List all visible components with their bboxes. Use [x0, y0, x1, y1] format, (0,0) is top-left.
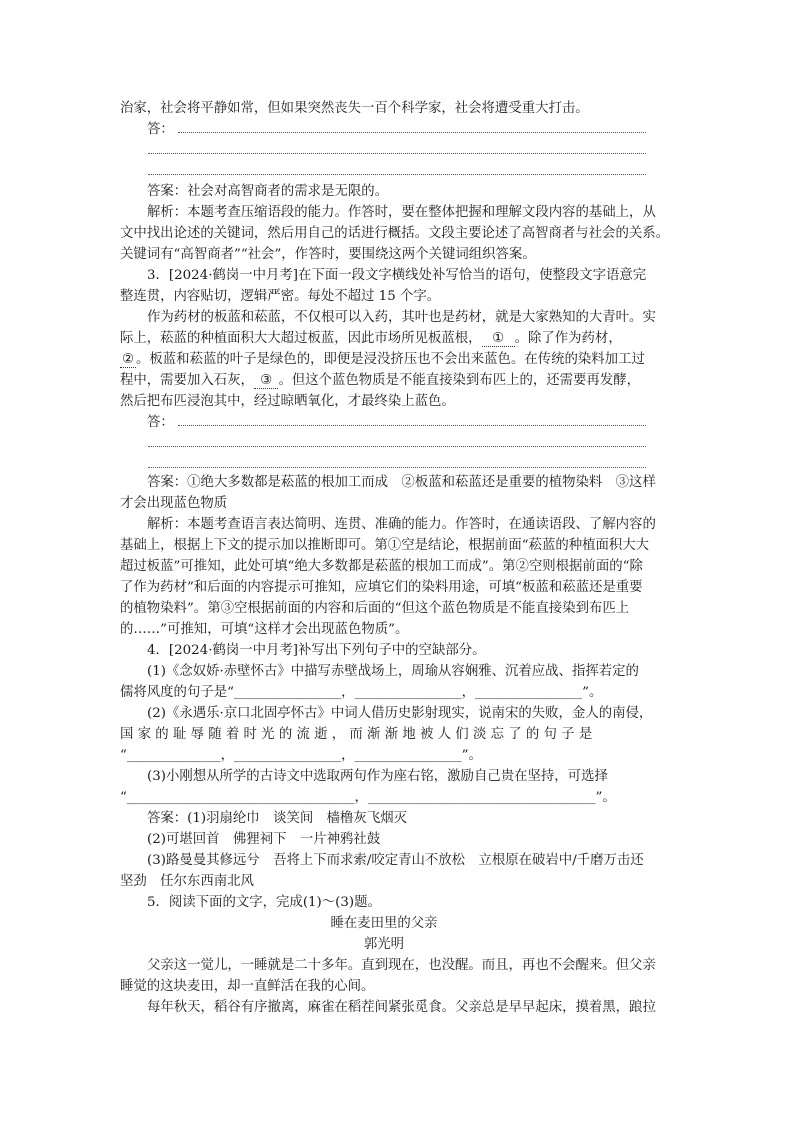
article-author: 郭光明 — [363, 937, 405, 952]
answer-text: (3)路曼曼其修远兮 吾将上下而求索/咬定青山不放松 立根原在破岩中/千磨万击还 — [147, 853, 644, 868]
article-text: 每年秋天，稻谷有序撤离，麻雀在稻茬间紧张觅食。父亲总是早早起床，摸着黑，踉拉 — [147, 1000, 656, 1015]
question-text: (2)《永遇乐·京口北固亭怀古》中词人借历史影射现实，说南宋的失败，金人的南侵， — [147, 706, 653, 721]
analysis-text: 超过板蓝”可推知，此处可填“绝大多数都是菘蓝的根加工而成”。第②空则根据前面的“除 — [120, 559, 643, 574]
passage-segment: 际上，菘蓝的种植面积大大超过板蓝，因此市场所见板蓝根， — [120, 331, 482, 346]
passage-text: 作为药材的板蓝和菘蓝，不仅根可以入药，其叶也是药材，就是大家熟知的大青叶。实 — [147, 310, 656, 325]
analysis-text: 解析：本题考查语言表达简明、连贯、准确的能力。作答时，在通读语段、了解内容的 — [147, 517, 656, 532]
answer-line[interactable] — [148, 174, 646, 175]
passage-segment: 程中，需要加入石灰， — [120, 373, 254, 388]
answer-line[interactable] — [178, 425, 646, 426]
article-text: 父亲这一觉儿，一睡就是二十多年。直到现在，也没醒。而且，再也不会醒来。但父亲 — [147, 958, 656, 973]
article-text: 睡觉的这块麦田，却一直鲜活在我的心间。 — [120, 979, 375, 994]
fill-blank-line[interactable]: “__________________________________，__________________________________”。 — [120, 790, 616, 805]
text-line: 治家，社会将平静如常，但如果突然丧失一百个科学家，社会将遭受重大打击。 — [120, 101, 589, 116]
analysis-text: 的……”可推知，可填“这样才会出现蓝色物质”。 — [120, 622, 409, 637]
question-text: 国 家 的 耻 辱 随 着 时 光 的 流 逝 ， 而 渐 渐 地 被 人 们 淡 忘 了 的 句 子 是 — [120, 727, 593, 742]
answer-line[interactable] — [148, 467, 646, 468]
question-heading: 3．[2024·鹤岗一中月考]在下面一段文字横线处补写恰当的语句，使整段文字语意完 — [147, 268, 647, 283]
question-text: (1)《念奴娇·赤壁怀古》中描写赤壁战场上，周瑜从容娴雅、沉着应战、指挥若定的 — [147, 664, 639, 679]
analysis-text: 文中找出论述的关键词，然后用自己的话进行概括。文段主要论述了高智商者与社会的关系。 — [120, 226, 670, 241]
answer-text: (2)可堪回首 佛狸祠下 一片神鸦社鼓 — [147, 832, 381, 847]
question-text: (3)小刚想从所学的古诗文中选取两句作为座右铭，激励自己贵在坚持，可选择 — [147, 769, 608, 784]
blank-2[interactable] — [120, 352, 136, 368]
passage-text: 然后把布匹浸泡其中，经过晾晒氧化，才最终染上蓝色。 — [120, 394, 455, 409]
passage-text — [120, 370, 648, 391]
passage-segment: 。板蓝和菘蓝的叶子是绿色的，即便是浸没挤压也不会出来蓝色。在传统的染料加工过 — [136, 352, 645, 367]
blank-1-label: ① — [492, 331, 505, 346]
answer-text: 坚劲 任尔东西南北风 — [120, 874, 254, 889]
passage-segment: 。除了作为药材， — [514, 331, 622, 346]
passage-segment: 。但这个蓝色物质是不能直接染到布匹上的，还需要再发酵， — [278, 373, 640, 388]
answer-line[interactable] — [148, 153, 646, 154]
analysis-text: 的植物染料”。第③空根据前面的内容和后面的“但这个蓝色物质是不能直接染到布匹上 — [120, 601, 630, 616]
question-heading: 4．[2024·鹤岗一中月考]补写出下列句子中的空缺部分。 — [147, 643, 486, 658]
blank-3[interactable] — [254, 373, 279, 389]
blank-3-label: ③ — [260, 373, 273, 388]
question-heading: 5．阅读下面的文字，完成(1)～(3)题。 — [147, 895, 381, 910]
analysis-text: 基础上，根据上下文的提示加以推断即可。第①空是结论，根据前面“菘蓝的种植面积大大 — [120, 538, 650, 553]
answer-text: 答案：社会对高智商者的需求是无限的。 — [147, 184, 389, 199]
answer-text: 才会出现蓝色物质 — [120, 496, 228, 511]
analysis-text: 了作为药材”和后面的内容提示可推知，应填它们的染料用途，可填“板蓝和菘蓝还是重要 — [120, 580, 643, 595]
answer-prompt: 答： — [147, 122, 174, 137]
article-title: 睡在麦田里的父亲 — [330, 916, 438, 931]
fill-blank-line[interactable]: 儒将风度的句子是“________________，________________，________________”。 — [120, 685, 603, 700]
passage-text — [120, 349, 648, 370]
answer-text: 答案：①绝大多数都是菘蓝的根加工而成 ②板蓝和菘蓝还是重要的植物染料 ③这样 — [147, 475, 656, 490]
answer-line[interactable] — [148, 446, 646, 447]
analysis-text: 解析：本题考查压缩语段的能力。作答时，要在整体把握和理解文段内容的基础上，从 — [147, 205, 656, 220]
blank-2-label: ② — [122, 352, 135, 367]
answer-prompt: 答： — [147, 415, 174, 430]
question-text: 整连贯，内容贴切，逻辑严密。每处不超过 15 个字。 — [120, 289, 441, 304]
fill-blank-line[interactable]: “______________，________________，________________”。 — [120, 748, 482, 763]
passage-text — [120, 328, 648, 349]
answer-line[interactable] — [178, 132, 646, 133]
blank-1[interactable] — [482, 331, 515, 347]
answer-text: 答案：(1)羽扇纶巾 谈笑间 樯橹灰飞烟灭 — [147, 811, 407, 826]
analysis-text: 关键词有“高智商者”“社会”，作答时，要围绕这两个关键词组织答案。 — [120, 247, 536, 262]
